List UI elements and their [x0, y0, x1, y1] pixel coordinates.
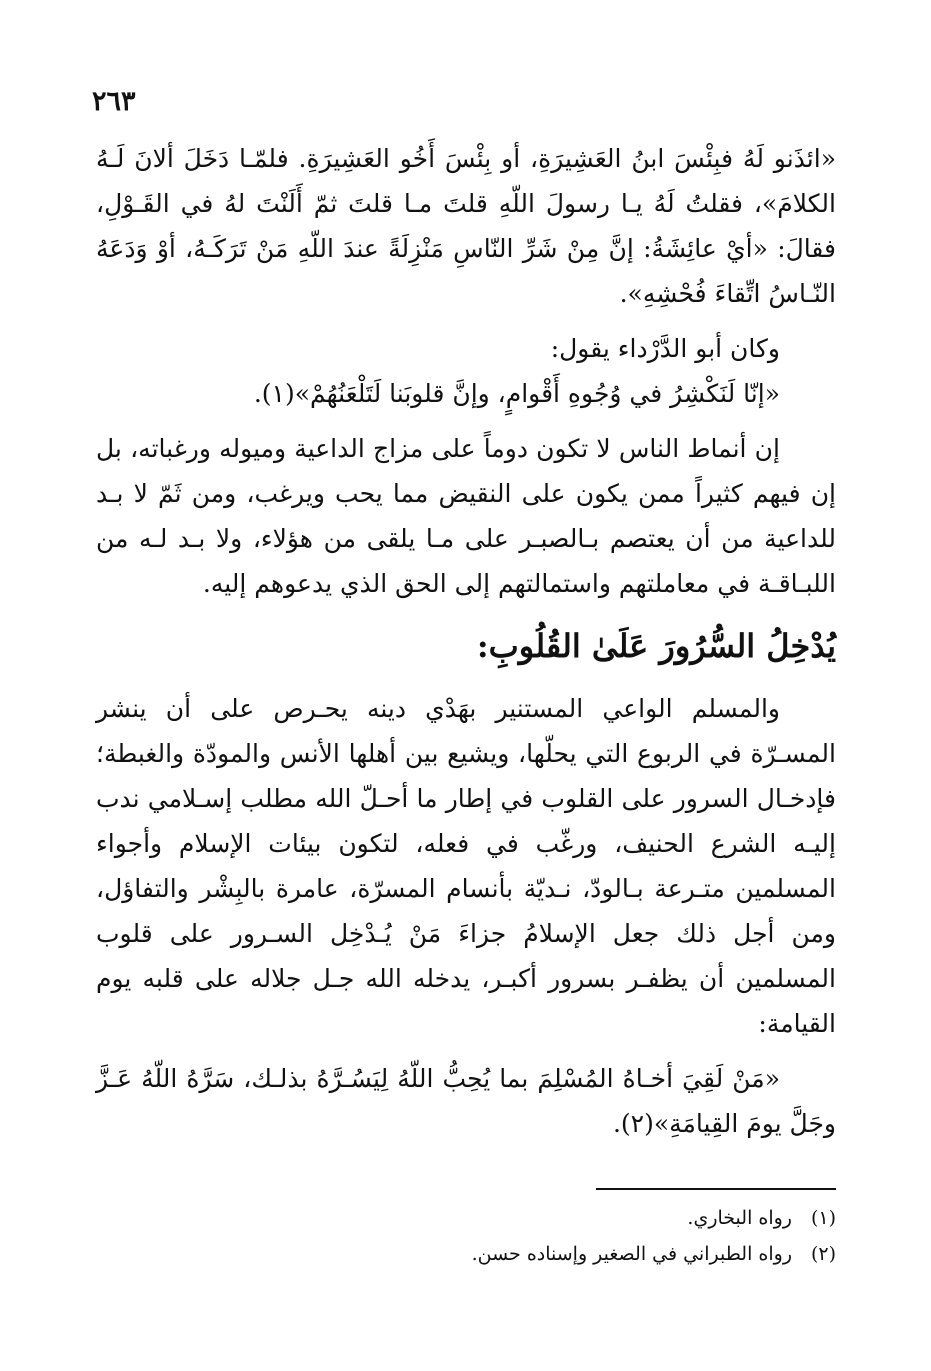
abu-darda-quote: «إنّا لَنَكْشِرُ في وُجُوهِ أَقْوامٍ، وإنَّ قلوبَنا لَتَلْعَنُهُمْ»(١).: [253, 379, 780, 408]
footnote-marker: (٢): [810, 1243, 836, 1265]
abu-darda-intro: وكان أبو الدَّرْداء يقول:: [550, 334, 780, 363]
footnote-marker: (١): [810, 1207, 836, 1229]
main-text: [96, 136, 836, 1146]
footnotes: [96, 1200, 836, 1272]
footnote: [96, 1200, 836, 1236]
page-number: ٢٦٣: [92, 86, 136, 117]
body-paragraph: إن أنماط الناس لا تكون دوماً على مزاج الداعية وميوله ورغباته، بل إن فيهم كثيراً ممن يكون على النقيض مما يحب ويرغب، ومن ثَمّ لا بـد للداعية من أن يعتصم بـالصبـر على مـا يلقى من هؤلاء، ولا بـد لـه من اللبـاقـة في معاملتهم واستمالتهم إلى الحق الذي يدعوهم إليه.: [96, 434, 836, 598]
footnote-text: رواه الطبراني في الصغير وإسناده حسن.: [471, 1243, 792, 1265]
hadith-quote: «مَنْ لَقِيَ أخـاهُ المُسْلِمَ بما يُحِبُّ اللّهُ لِيَسُـرَّهُ بذلـك، سَرَّهُ اللّهُ عَـزَّ وجَلَّ يومَ القِيامَةِ»(٢).: [96, 1064, 836, 1138]
footnote-text: رواه البخاري.: [687, 1207, 792, 1229]
footnote: [96, 1236, 836, 1272]
body-paragraph: والمسلم الواعي المستنير بهَدْي دينه يحـرص على أن ينشر المسـرّة في الربوع التي يحلّها، ويشيع بين أهلها الأنس والمودّة والغبطة؛ فإدخـال السرور على القلوب في إطار ما أحـلّ الله مطلب إسـلامي ندب إليـه الشرع الحنيف، ورغّب في فعله، لتكون بيئات الإسلام وأجواء المسلمين متـرعة بـالودّ، نـديّة بأنسام المسرّة، عامرة بالبِشْر والتفاؤل، ومن أجل ذلك جعل الإسلامُ جزاءَ مَنْ يُـدْخِل السـرور على قلوب المسلمين أن يظفـر بسرور أكبـر، يدخله الله جـل جلاله على قلبه يوم القيامة:: [96, 694, 836, 1038]
hadith-paragraph: «ائذَنو لَهُ فبِئْسَ ابنُ العَشِيرَةِ، أو بِئْسَ أَخُو العَشِيرَةِ. فلمّـا دَخَلَ ألانَ لَـهُ الكلامَ»، فقلتُ لَهُ يـا رسولَ اللّهِ قلتَ مـا قلتَ ثمّ أَلَنْتَ لهُ في القَـوْلِ، فقالَ: «أيْ عائِشَةُ: إنَّ مِنْ شَرِّ النّاسِ مَنْزِلَةً عندَ اللّهِ مَنْ تَرَكَـهُ، أوْ وَدَعَهُ النّـاسُ اتِّقاءَ فُحْشِهِ».: [96, 144, 836, 308]
footnote-separator: [596, 1188, 836, 1190]
section-heading: يُدْخِلُ السُّرُورَ عَلَىٰ القُلُوبِ:: [476, 627, 836, 665]
